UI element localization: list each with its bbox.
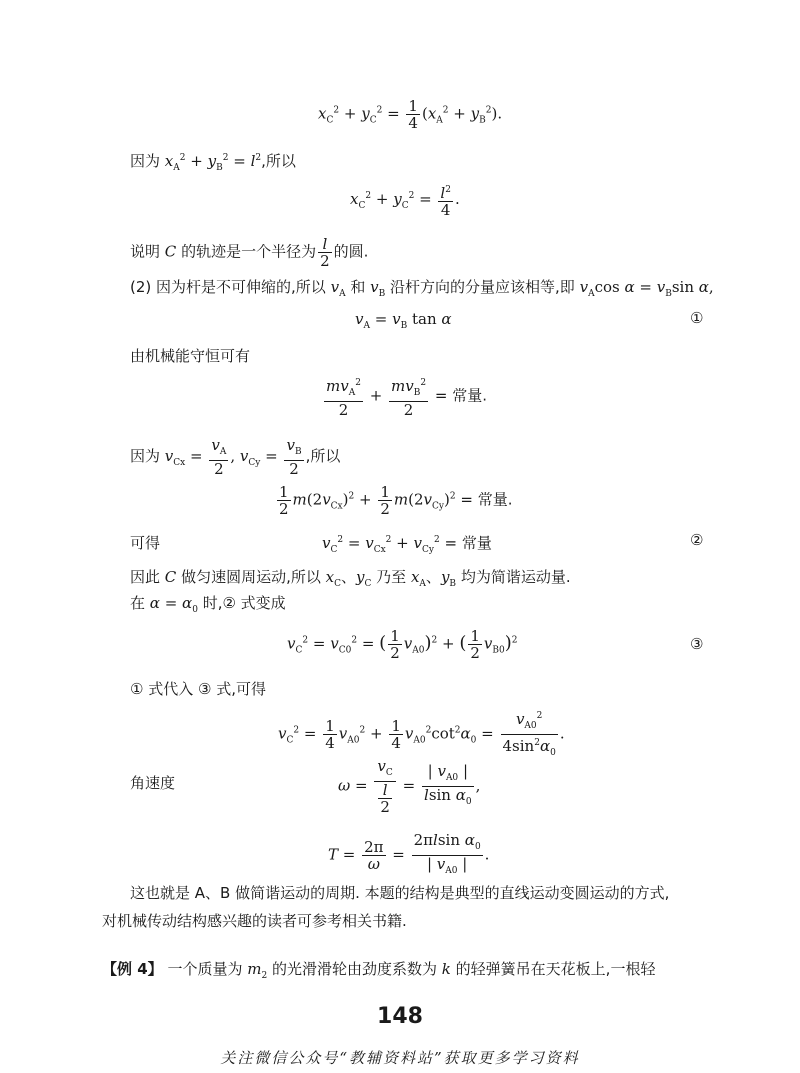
equation-vc-squared: $v_C^2$ = $\frac{1}{4}$ $v_{A0}^2$ + $\frac{1}{4}$ $v_{A0}^2\cot^2\alpha_0$ = $\frac{v_{A0}^2}{4\sin^2\alpha_0}$ . xyxy=(278,710,565,758)
text-at-alpha: 在 $\alpha = \alpha_0$ 时,② 式变成 xyxy=(130,594,286,615)
text-energy: 由机械能守恒可有 xyxy=(130,347,251,365)
text-because-1: 因为 $x_A^2 + y_B^2 = l^2$,所以 xyxy=(130,152,296,173)
equation-marker-3: ③ xyxy=(690,635,704,653)
equation-3: $v_C^2 = v_{C0}^2$ = ( $\frac{1}{2}$ $v_{A0})^2$ + ( $\frac{1}{2}$ $v_{B0})^2$ xyxy=(287,627,518,662)
text-example-4: 【例 4】 一个质量为 $m_2$ 的光滑滑轮由劲度系数为 k 的轻弹簧吊在天花板上,一根轻 xyxy=(102,960,656,981)
text-substitute: ① 式代入 ③ 式,可得 xyxy=(130,680,266,698)
equation-energy: $\frac{mv_A^2}{2}$ + $\frac{mv_B^2}{2}$ = 常量. xyxy=(326,377,487,419)
text-part2: (2) 因为杆是不可伸缩的,所以 $v_A$ 和 $v_B$ 沿杆方向的分量应该相等,即 $v_A\cos$ $\alpha = v_B\sin$ α, xyxy=(130,278,714,299)
text-angular: 角速度 xyxy=(130,774,176,792)
text-uniform: 因此 C 做匀速圆周运动,所以 $x_C$、$y_C$ 乃至 $x_A$、$y_B$ 均为简谐运动量. xyxy=(130,568,571,589)
equation-omega: ω = $\frac{v_C}{\frac{l}{2}}$ = $\frac{| v_{A0} |}{lsin \alpha_0}$ , xyxy=(338,757,481,816)
example-label: 【例 4】 xyxy=(102,960,163,978)
equation-xc-yc: $x_C^2 + y_C^2$ = $\frac{1}{4}$ $(x_A^2 + y_B^2)$. xyxy=(318,97,503,132)
equation-2: $v_C^2 = v_{Cx}^2 + v_{Cy}^2$ = 常量 xyxy=(322,534,492,555)
equation-1: $v_A = v_B$ tan α xyxy=(355,310,452,331)
equation-period: T = $\frac{2\pi}{\omega}$ = $\frac{2\pi lsin \alpha_0}{| v_{A0} |}$ . xyxy=(328,831,490,876)
text-because-2: 因为 $v_{Cx}$ = $\frac{v_A}{2}$ , $v_{Cy}$ = $\frac{v_B}{2}$ ,所以 xyxy=(130,436,341,478)
text-therefore: 可得 xyxy=(130,534,161,552)
page-number: 148 xyxy=(377,1004,423,1029)
text-conclusion-1: 这也就是 A、B 做简谐运动的周期. 本题的结构是典型的直线运动变圆运动的方式, xyxy=(130,884,670,902)
text-trajectory: 说明 C 的轨迹是一个半径为 $\frac{l}{2}$ 的圆. xyxy=(130,235,369,270)
equation-marker-2: ② xyxy=(690,531,704,549)
equation-energy-c: $\frac{1}{2}$ $m(2v_{Cx})^2$ + $\frac{1}{2}$ $m(2v_{Cy})^2$ = 常量. xyxy=(279,483,513,518)
text-conclusion-2: 对机械传动结构感兴趣的读者可参考相关书籍. xyxy=(102,912,407,930)
footer-watermark: 关注微信公众号“教辅资料站”获取更多学习资料 xyxy=(220,1049,580,1067)
equation-circle: $x_C^2 + y_C^2$ = $\frac{l^2}{4}$ . xyxy=(350,184,460,219)
equation-marker-1: ① xyxy=(690,309,704,327)
